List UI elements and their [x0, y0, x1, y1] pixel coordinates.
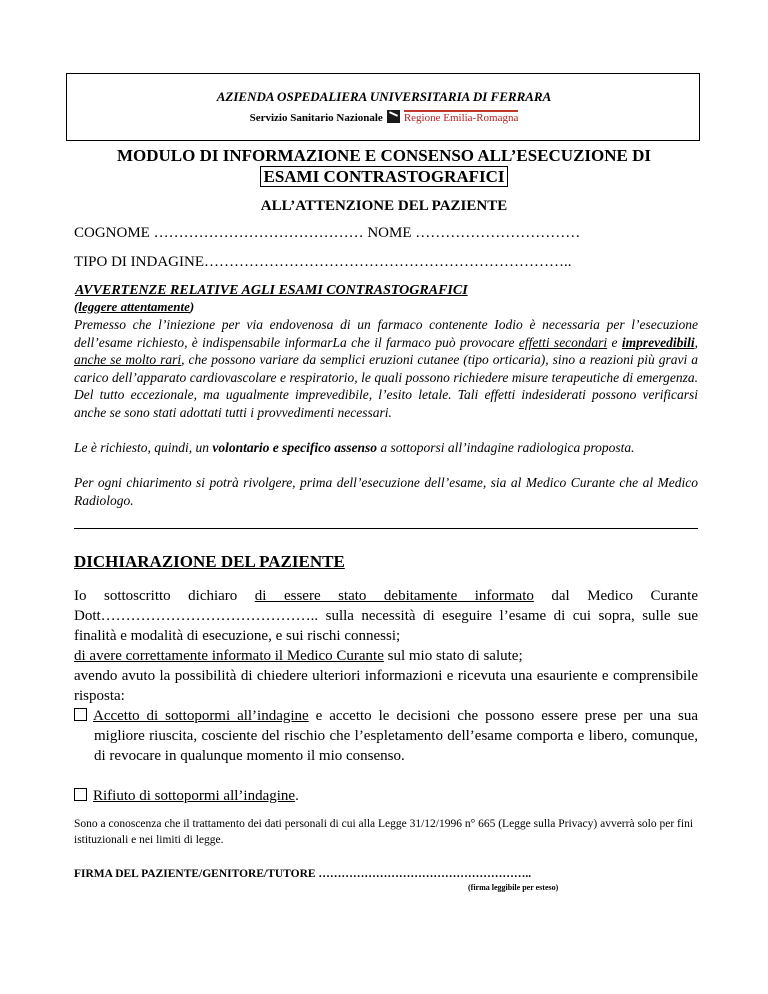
accept-option: Accetto di sottopormi all’indagine e accetto le decisioni che possono essere prese per una sua migliore riuscita, cosciente del rischio che l’espletamento dell’esame comporta e libero, comunque, di revocare in qualunque momento il mio consenso. — [74, 706, 698, 766]
exam-type-field-line[interactable]: TIPO DI INDAGINE……………………………………………………………….. — [74, 254, 572, 270]
warnings-heading: AVVERTENZE RELATIVE AGLI ESAMI CONTRASTOGRAFICI — [75, 283, 468, 298]
warnings-paragraph-2: Le è richiesto, quindi, un volontario e specifico assenso a sottoporsi all’indagine radiologica proposta. — [74, 440, 635, 455]
signature-note: (firma leggibile per esteso) — [468, 883, 559, 892]
region-name: Regione Emilia-Romagna — [403, 112, 519, 124]
form-title-boxed: ESAMI CONTRASTOGRAFICI — [260, 166, 507, 187]
header-box — [66, 73, 700, 141]
accept-checkbox[interactable] — [74, 708, 87, 721]
attention-heading: ALL’ATTENZIONE DEL PAZIENTE — [260, 198, 508, 214]
form-title-line2 — [0, 167, 768, 187]
refuse-checkbox[interactable] — [74, 788, 87, 801]
declaration-text: Io sottoscritto dichiaro di essere stato debitamente informato dal Medico Curante Dott…………………………………….. sulla necessità di eseguire l’esame di cui sopra, sulle sue finalità e modalità di esecuzione, e sui rischi connessi; di avere correttamente informato il Medico Curante sul mio stato di salute; avendo avuto la possibilità di chiedere ulteriori informazioni e ricevuta una esauriente e comprensibile risposta: — [74, 588, 698, 704]
signature-line[interactable]: FIRMA DEL PAZIENTE/GENITORE/TUTORE ……………………………………………….. — [74, 868, 532, 880]
warnings-subheading: (leggere attentamente) — [74, 299, 195, 314]
warnings-paragraph-1: Premesso che l’iniezione per via endovenosa di un farmaco contenente Iodio è necessaria per l’esecuzione dell’esame richiesto, è indispensabile informarLa che il farmaco può provocare effetti secondari e imprevedibili, anche se molto rari, che possono variare da semplici eruzioni cutanee (tipo orticaria), sino a reazioni più gravi a carico dell’apparato cardiovascolare e respiratorio, le quali possono richiedere misure terapeutiche di emergenza. Del tutto eccezionale, ma ugualmente imprevedibile, l’esito letale. Tali effetti indesiderati possono verificarsi anche se sono stati adottati tutti i provvedimenti necessari. — [74, 317, 698, 420]
service-name: Servizio Sanitario Nazionale — [249, 112, 383, 124]
region-logo-icon — [387, 110, 400, 123]
refuse-option: Rifiuto di sottopormi all’indagine. — [74, 786, 698, 806]
form-title-line1: MODULO DI INFORMAZIONE E CONSENSO ALL’ESECUZIONE DI — [116, 146, 652, 165]
section-divider — [74, 528, 698, 529]
name-field-line[interactable]: COGNOME …………………………………… NOME …………………………… — [74, 225, 581, 241]
declaration-heading: DICHIARAZIONE DEL PAZIENTE — [74, 552, 345, 571]
warnings-paragraph-3: Per ogni chiarimento si potrà rivolgere, prima dell’esecuzione dell’esame, sia al Medico Curante che al Medico Radiologo. — [74, 475, 698, 508]
service-line — [0, 110, 768, 124]
privacy-notice: Sono a conoscenza che il trattamento dei dati personali di cui alla Legge 31/12/1996 n° 665 (Legge sulla Privacy) avverrà solo per fini istituzionali e nei limiti di legge. — [74, 818, 694, 846]
hospital-name: AZIENDA OSPEDALIERA UNIVERSITARIA DI FERRARA — [216, 89, 552, 104]
